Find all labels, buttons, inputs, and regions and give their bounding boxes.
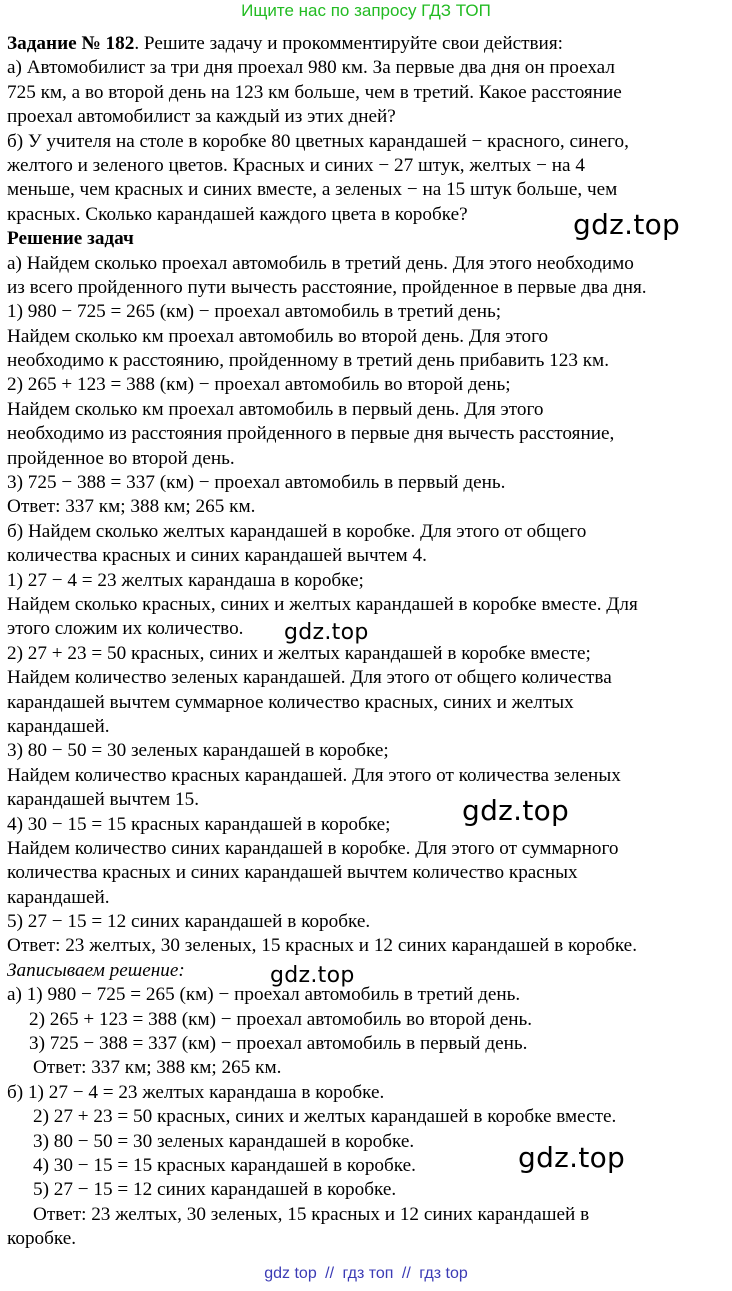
watermark: gdz.top xyxy=(462,794,570,827)
watermark: gdz.top xyxy=(284,620,369,645)
solution-line: Ответ: 23 желтых, 30 зеленых, 15 красных и 12 синих карандашей в коробке. xyxy=(7,935,637,957)
record-b-line: 3) 80 − 50 = 30 зеленых карандашей в коробке. xyxy=(33,1130,415,1152)
solution-line: 5) 27 − 15 = 12 синих карандашей в коробке. xyxy=(7,911,371,933)
solution-line: Найдем сколько км проехал автомобиль во второй день. Для этого xyxy=(7,325,549,347)
footer-link[interactable]: gdz top xyxy=(264,1265,317,1282)
footer-links xyxy=(0,1265,732,1283)
solution-line: необходимо из расстояния пройденного в первые дня вычесть расстояние, xyxy=(7,423,615,445)
solution-line: необходимо к расстоянию, пройденному в третий день прибавить 123 км. xyxy=(7,350,609,372)
record-heading: Записываем решение: xyxy=(7,959,185,981)
footer-separator: // xyxy=(325,1265,335,1282)
top-search-banner[interactable]: Ищите нас по запросу ГДЗ ТОП xyxy=(241,1,491,20)
task-line: меньше, чем красных и синих вместе, а зеленых − на 15 штук больше, чем xyxy=(7,179,618,201)
solution-line: 2) 27 + 23 = 50 красных, синих и желтых карандашей в коробке вместе; xyxy=(7,642,591,664)
solution-line: 1) 27 − 4 = 23 желтых карандаша в коробке; xyxy=(7,569,364,591)
record-a-line: 3) 725 − 388 = 337 (км) − проехал автомобиль в первый день. xyxy=(29,1033,528,1055)
solution-line: пройденное во второй день. xyxy=(7,447,235,469)
watermark: gdz.top xyxy=(270,963,355,988)
task-line: проехал автомобилист за каждый из этих дней? xyxy=(7,106,396,128)
solution-line: из всего пройденного пути вычесть расстояние, пройденное в первые два дня. xyxy=(7,276,647,298)
solution-line: карандашей. xyxy=(7,715,110,737)
solution-line: 3) 725 − 388 = 337 (км) − проехал автомобиль в первый день. xyxy=(7,472,506,494)
solution-line: 2) 265 + 123 = 388 (км) − проехал автомобиль во второй день; xyxy=(7,374,511,396)
solution-line: карандашей. xyxy=(7,886,110,908)
task-line: красных. Сколько карандашей каждого цвета в коробке? xyxy=(7,203,468,225)
task-line: а) Автомобилист за три дня проехал 980 км. За первые два дня он проехал xyxy=(7,57,615,79)
record-a-line: 2) 265 + 123 = 388 (км) − проехал автомобиль во второй день. xyxy=(29,1008,533,1030)
record-b-line: 2) 27 + 23 = 50 красных, синих и желтых карандашей в коробке вместе. xyxy=(33,1106,617,1128)
task-line: 725 км, а во второй день на 123 км больше, чем в третий. Какое расстояние xyxy=(7,81,622,103)
record-b-answer-cont: коробке. xyxy=(7,1228,77,1250)
task-title: Задание № 182 xyxy=(7,33,135,54)
solution-line: этого сложим их количество. xyxy=(7,618,244,640)
footer-link[interactable]: гдз top xyxy=(419,1265,468,1282)
watermark: gdz.top xyxy=(573,208,681,241)
record-a-line: а) 1) 980 − 725 = 265 (км) − проехал автомобиль в третий день. xyxy=(7,984,521,1006)
record-b-line: 5) 27 − 15 = 12 синих карандашей в коробке. xyxy=(33,1179,397,1201)
solution-line: карандашей вычтем 15. xyxy=(7,789,199,811)
solution-line: Найдем количество красных карандашей. Для этого от количества зеленых xyxy=(7,764,621,786)
solution-line: Найдем количество синих карандашей в коробке. Для этого от суммарного xyxy=(7,837,619,859)
solution-line: количества красных и синих карандашей вычтем 4. xyxy=(7,545,427,567)
task-title-rest: . Решите задачу и прокомментируйте свои действия: xyxy=(134,33,563,54)
solution-line: карандашей вычтем суммарное количество красных, синих и желтых xyxy=(7,691,574,713)
solution-line: Найдем сколько км проехал автомобиль в первый день. Для этого xyxy=(7,398,544,420)
record-a-answer: Ответ: 337 км; 388 км; 265 км. xyxy=(33,1057,282,1079)
solution-line: количества красных и синих карандашей вычтем количество красных xyxy=(7,862,578,884)
footer-link[interactable]: гдз топ xyxy=(342,1265,394,1282)
solution-line: а) Найдем сколько проехал автомобиль в третий день. Для этого необходимо xyxy=(7,252,634,274)
record-b-line: б) 1) 27 − 4 = 23 желтых карандаша в коробке. xyxy=(7,1081,385,1103)
solution-line: 4) 30 − 15 = 15 красных карандашей в коробке; xyxy=(7,813,391,835)
solution-line: Ответ: 337 км; 388 км; 265 км. xyxy=(7,496,256,518)
solution-heading: Решение задач xyxy=(7,228,134,250)
task-line: желтого и зеленого цветов. Красных и синих − 27 штук, желтых − на 4 xyxy=(7,154,585,176)
task-line: б) У учителя на столе в коробке 80 цветных карандашей − красного, синего, xyxy=(7,130,629,152)
solution-line: 3) 80 − 50 = 30 зеленых карандашей в коробке; xyxy=(7,740,389,762)
solution-line: 1) 980 − 725 = 265 (км) − проехал автомобиль в третий день; xyxy=(7,301,502,323)
footer-separator: // xyxy=(401,1265,411,1282)
record-b-answer: Ответ: 23 желтых, 30 зеленых, 15 красных и 12 синих карандашей в xyxy=(33,1203,590,1225)
solution-line: Найдем количество зеленых карандашей. Для этого от общего количества xyxy=(7,667,612,689)
task-title-line xyxy=(7,32,725,56)
solution-line: Найдем сколько красных, синих и желтых карандашей в коробке вместе. Для xyxy=(7,593,638,615)
solution-line: б) Найдем сколько желтых карандашей в коробке. Для этого от общего xyxy=(7,520,587,542)
record-b-line: 4) 30 − 15 = 15 красных карандашей в коробке. xyxy=(33,1154,416,1176)
watermark: gdz.top xyxy=(518,1141,626,1174)
